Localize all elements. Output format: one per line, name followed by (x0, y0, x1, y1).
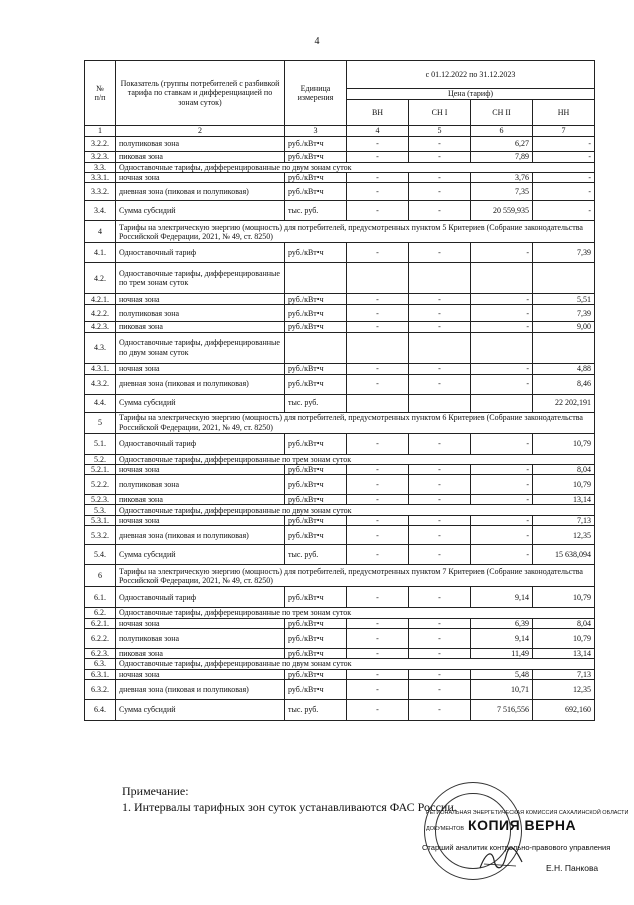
row-value: - (347, 137, 409, 152)
row-value: - (347, 374, 409, 394)
row-value: 13,14 (533, 648, 595, 658)
cert-copy-label: КОПИЯ ВЕРНА (468, 817, 577, 833)
row-value: - (409, 363, 471, 374)
row-value: - (533, 152, 595, 163)
header-period: с 01.12.2022 по 31.12.2023 (347, 61, 595, 89)
row-value: - (409, 294, 471, 305)
row-number: 6.1. (85, 587, 116, 608)
row-number: 4.2.3. (85, 322, 116, 332)
row-indicator: ночная зона (116, 669, 285, 679)
row-value: - (347, 183, 409, 201)
row-indicator: Одноставочный тариф (116, 433, 285, 454)
row-value: - (471, 474, 533, 494)
row-value (409, 263, 471, 294)
row-indicator: ночная зона (116, 173, 285, 183)
header-level-sn2: СН II (471, 100, 533, 126)
row-unit: руб./кВт•ч (285, 464, 347, 474)
table-row (85, 173, 595, 183)
table-row (85, 412, 595, 433)
group-title: Одноставочные тарифы, дифференцированные по двум зонам суток (116, 163, 595, 173)
cert-docs: ДОКУМЕНТОВ (426, 826, 465, 832)
row-value: - (471, 545, 533, 565)
table-row (85, 505, 595, 516)
row-value: - (347, 474, 409, 494)
table-row (85, 183, 595, 201)
row-value: - (409, 201, 471, 221)
row-value: - (347, 433, 409, 454)
table-row (85, 565, 595, 587)
row-indicator: пиковая зона (116, 322, 285, 332)
row-value: - (347, 173, 409, 183)
row-number: 5.2.2. (85, 474, 116, 494)
row-value: 10,79 (533, 587, 595, 608)
row-number: 5 (85, 412, 116, 433)
row-value: - (409, 322, 471, 332)
row-number: 3.4. (85, 201, 116, 221)
notes (122, 783, 457, 815)
table-row (85, 152, 595, 163)
row-value: - (471, 433, 533, 454)
row-indicator: Сумма субсидий (116, 394, 285, 412)
row-value: - (347, 152, 409, 163)
row-value: - (409, 173, 471, 183)
row-unit (285, 332, 347, 363)
table-row (85, 494, 595, 504)
row-unit: руб./кВт•ч (285, 173, 347, 183)
row-value: - (409, 628, 471, 648)
row-number: 4.2.1. (85, 294, 116, 305)
table-row (85, 332, 595, 363)
row-value: - (471, 516, 533, 526)
row-indicator: дневная зона (пиковая и полупиковая) (116, 680, 285, 700)
row-value: - (347, 516, 409, 526)
row-value: - (409, 137, 471, 152)
row-indicator: Одноставочный тариф (116, 587, 285, 608)
row-value: - (409, 183, 471, 201)
row-number: 4.4. (85, 394, 116, 412)
table-row (85, 526, 595, 545)
table-row (85, 363, 595, 374)
row-number: 4 (85, 221, 116, 243)
row-value (471, 394, 533, 412)
row-indicator: ночная зона (116, 294, 285, 305)
row-value: - (347, 322, 409, 332)
table-row (85, 700, 595, 721)
table-row (85, 516, 595, 526)
header-level-vn: ВН (347, 100, 409, 126)
row-value: - (409, 669, 471, 679)
col-number: 3 (285, 126, 347, 137)
row-unit: тыс. руб. (285, 201, 347, 221)
table-row (85, 163, 595, 173)
table-row (85, 474, 595, 494)
section-title: Тарифы на электрическую энергию (мощность) для потребителей, предусмотренных пунктом 5 Критериев (Собрание законодательства Российской Федерации, 2021, № 49, ст. 8250) (116, 221, 595, 243)
group-title: Одноставочные тарифы, дифференцированные по трем зонам суток (116, 454, 595, 464)
row-value: 12,35 (533, 680, 595, 700)
row-value: 5,51 (533, 294, 595, 305)
row-value: 10,71 (471, 680, 533, 700)
row-value: 22 202,191 (533, 394, 595, 412)
table-row (85, 374, 595, 394)
row-number: 6.3.2. (85, 680, 116, 700)
tariff-table-body (85, 137, 595, 721)
row-value: 692,160 (533, 700, 595, 721)
row-value: - (347, 618, 409, 628)
row-number: 4.2. (85, 263, 116, 294)
row-unit: руб./кВт•ч (285, 628, 347, 648)
col-number: 2 (116, 126, 285, 137)
row-unit: руб./кВт•ч (285, 526, 347, 545)
row-value: - (409, 526, 471, 545)
section-title: Тарифы на электрическую энергию (мощность) для потребителей, предусмотренных пунктом 6 Критериев (Собрание законодательства Российской Федерации, 2021, № 49, ст. 8250) (116, 412, 595, 433)
row-number: 4.3.1. (85, 363, 116, 374)
header-level-sn1: СН I (409, 100, 471, 126)
row-value: - (409, 494, 471, 504)
row-unit: руб./кВт•ч (285, 294, 347, 305)
row-indicator: дневная зона (пиковая и полупиковая) (116, 183, 285, 201)
col-number: 7 (533, 126, 595, 137)
row-unit: руб./кВт•ч (285, 322, 347, 332)
row-indicator: дневная зона (пиковая и полупиковая) (116, 374, 285, 394)
row-value: - (347, 464, 409, 474)
row-indicator: ночная зона (116, 516, 285, 526)
table-row (85, 618, 595, 628)
row-number: 4.2.2. (85, 305, 116, 322)
row-number: 4.1. (85, 243, 116, 263)
row-indicator: Сумма субсидий (116, 545, 285, 565)
row-number: 5.2.1. (85, 464, 116, 474)
row-value: - (409, 305, 471, 322)
row-value: 7,89 (471, 152, 533, 163)
row-value: - (409, 464, 471, 474)
row-number: 5.3.1. (85, 516, 116, 526)
row-number: 5.4. (85, 545, 116, 565)
table-row (85, 454, 595, 464)
header-num: № п/п (85, 61, 116, 126)
row-number: 4.3. (85, 332, 116, 363)
row-indicator: Одноставочные тарифы, дифференцированные по трем зонам суток (116, 263, 285, 294)
table-row (85, 628, 595, 648)
table-row (85, 464, 595, 474)
row-number: 6.2.1. (85, 618, 116, 628)
row-value: - (533, 173, 595, 183)
row-value: 8,46 (533, 374, 595, 394)
row-number: 6.2. (85, 608, 116, 618)
row-number: 3.3. (85, 163, 116, 173)
table-row (85, 263, 595, 294)
row-unit: руб./кВт•ч (285, 587, 347, 608)
row-value: - (471, 464, 533, 474)
row-unit: руб./кВт•ч (285, 305, 347, 322)
row-indicator: пиковая зона (116, 494, 285, 504)
row-value: 20 559,935 (471, 201, 533, 221)
col-number: 1 (85, 126, 116, 137)
row-value: - (409, 618, 471, 628)
row-unit: тыс. руб. (285, 700, 347, 721)
row-number: 6.3.1. (85, 669, 116, 679)
row-unit: тыс. руб. (285, 545, 347, 565)
row-value: - (347, 305, 409, 322)
col-number: 4 (347, 126, 409, 137)
row-value: - (347, 243, 409, 263)
row-value: 5,48 (471, 669, 533, 679)
row-value: 7,13 (533, 516, 595, 526)
row-value (471, 263, 533, 294)
row-number: 6.4. (85, 700, 116, 721)
row-value: - (409, 152, 471, 163)
row-value: - (409, 587, 471, 608)
row-value (533, 263, 595, 294)
table-row (85, 658, 595, 669)
row-value: - (347, 494, 409, 504)
row-number: 5.2. (85, 454, 116, 464)
row-number: 6.2.3. (85, 648, 116, 658)
row-value: 7,35 (471, 183, 533, 201)
group-title: Одноставочные тарифы, дифференцированные по двум зонам суток (116, 658, 595, 669)
row-value: 11,49 (471, 648, 533, 658)
row-value: - (347, 648, 409, 658)
row-value (409, 394, 471, 412)
table-row (85, 137, 595, 152)
row-value: - (471, 294, 533, 305)
row-value: 10,79 (533, 433, 595, 454)
row-value: - (347, 545, 409, 565)
row-indicator: дневная зона (пиковая и полупиковая) (116, 526, 285, 545)
cert-name: Е.Н. Панкова (546, 863, 599, 873)
cert-org: РЕГИОНАЛЬНАЯ ЭНЕРГЕТИЧЕСКАЯ КОМИССИЯ САХАЛИНСКОЙ ОБЛАСТИ (426, 810, 629, 816)
row-value: - (347, 201, 409, 221)
row-value: 8,04 (533, 618, 595, 628)
row-value: 10,79 (533, 474, 595, 494)
row-unit: руб./кВт•ч (285, 618, 347, 628)
row-value: - (471, 526, 533, 545)
row-unit: руб./кВт•ч (285, 669, 347, 679)
row-value (471, 332, 533, 363)
row-number: 6.2.2. (85, 628, 116, 648)
cert-position: Старший аналитик контрольно-правового управления (422, 843, 611, 852)
row-value: 13,14 (533, 494, 595, 504)
table-row (85, 243, 595, 263)
row-number: 6 (85, 565, 116, 587)
row-value: 12,35 (533, 526, 595, 545)
table-row (85, 545, 595, 565)
header-level-nn: НН (533, 100, 595, 126)
row-indicator: полупиковая зона (116, 305, 285, 322)
row-indicator: Сумма субсидий (116, 201, 285, 221)
col-number: 5 (409, 126, 471, 137)
row-unit: руб./кВт•ч (285, 374, 347, 394)
table-row (85, 608, 595, 618)
row-unit: руб./кВт•ч (285, 474, 347, 494)
row-value: - (471, 243, 533, 263)
group-title: Одноставочные тарифы, дифференцированные по трем зонам суток (116, 608, 595, 618)
table-row (85, 433, 595, 454)
row-value: 8,04 (533, 464, 595, 474)
row-indicator: пиковая зона (116, 152, 285, 163)
row-value (409, 332, 471, 363)
row-value: - (471, 374, 533, 394)
row-number: 3.2.3. (85, 152, 116, 163)
row-indicator: полупиковая зона (116, 137, 285, 152)
row-indicator: Сумма субсидий (116, 700, 285, 721)
row-unit (285, 263, 347, 294)
page-number: 4 (314, 36, 320, 47)
row-indicator: ночная зона (116, 363, 285, 374)
row-indicator: пиковая зона (116, 648, 285, 658)
row-value: - (347, 526, 409, 545)
row-value: - (409, 680, 471, 700)
table-row (85, 322, 595, 332)
row-value: 6,39 (471, 618, 533, 628)
row-value: - (409, 474, 471, 494)
row-value: 10,79 (533, 628, 595, 648)
row-value: 15 638,094 (533, 545, 595, 565)
row-value: 6,27 (471, 137, 533, 152)
table-row (85, 305, 595, 322)
row-value (347, 263, 409, 294)
table-row (85, 680, 595, 700)
row-unit: руб./кВт•ч (285, 648, 347, 658)
row-value: - (471, 305, 533, 322)
table-row (85, 648, 595, 658)
row-unit: руб./кВт•ч (285, 516, 347, 526)
row-unit: руб./кВт•ч (285, 363, 347, 374)
table-row (85, 587, 595, 608)
row-number: 3.3.1. (85, 173, 116, 183)
row-value: - (347, 294, 409, 305)
table-row (85, 201, 595, 221)
row-number: 3.2.2. (85, 137, 116, 152)
row-unit: руб./кВт•ч (285, 183, 347, 201)
row-unit: руб./кВт•ч (285, 680, 347, 700)
row-value: - (409, 700, 471, 721)
row-value (347, 332, 409, 363)
row-value: 7,39 (533, 243, 595, 263)
table-row (85, 669, 595, 679)
row-value: 9,14 (471, 587, 533, 608)
row-value: - (347, 700, 409, 721)
row-value: 9,14 (471, 628, 533, 648)
table-row (85, 294, 595, 305)
row-unit: руб./кВт•ч (285, 494, 347, 504)
row-value (347, 394, 409, 412)
col-number: 6 (471, 126, 533, 137)
certification-block (422, 810, 634, 873)
row-value: - (347, 669, 409, 679)
row-number: 4.3.2. (85, 374, 116, 394)
row-number: 5.3. (85, 505, 116, 516)
table-row (85, 221, 595, 243)
row-value: 3,76 (471, 173, 533, 183)
row-value: - (347, 680, 409, 700)
row-number: 5.1. (85, 433, 116, 454)
signature (476, 846, 526, 874)
row-indicator: Одноставочные тарифы, дифференцированные по двум зонам суток (116, 332, 285, 363)
row-indicator: полупиковая зона (116, 628, 285, 648)
row-value: - (409, 433, 471, 454)
row-value: - (409, 648, 471, 658)
notes-title: Примечание: (122, 784, 189, 798)
row-unit: руб./кВт•ч (285, 243, 347, 263)
row-value: - (409, 545, 471, 565)
row-value: - (471, 322, 533, 332)
notes-line: 1. Интервалы тарифных зон суток устанавливаются ФАС России. (122, 800, 457, 814)
row-value: - (409, 374, 471, 394)
row-value: - (471, 494, 533, 504)
row-indicator: полупиковая зона (116, 474, 285, 494)
row-value: - (533, 137, 595, 152)
row-number: 3.3.2. (85, 183, 116, 201)
header-price: Цена (тариф) (347, 89, 595, 100)
section-title: Тарифы на электрическую энергию (мощность) для потребителей, предусмотренных пунктом 7 Критериев (Собрание законодательства Российской Федерации, 2021, № 49, ст. 8250) (116, 565, 595, 587)
row-number: 5.2.3. (85, 494, 116, 504)
row-value: 9,00 (533, 322, 595, 332)
row-value: - (471, 363, 533, 374)
row-value: - (409, 243, 471, 263)
header-indicator: Показатель (группы потребителей с разбивкой тарифа по ставкам и дифференциацией по зонам суток) (116, 61, 285, 126)
row-value: 7,39 (533, 305, 595, 322)
row-number: 6.3. (85, 658, 116, 669)
row-value (533, 332, 595, 363)
row-value: 7,13 (533, 669, 595, 679)
table-row (85, 394, 595, 412)
row-value: - (409, 516, 471, 526)
row-indicator: Одноставочный тариф (116, 243, 285, 263)
row-value: - (347, 363, 409, 374)
row-unit: тыс. руб. (285, 394, 347, 412)
row-indicator: ночная зона (116, 464, 285, 474)
row-number: 5.3.2. (85, 526, 116, 545)
row-value: - (533, 183, 595, 201)
header-unit: Единица измерения (285, 61, 347, 126)
row-value: - (533, 201, 595, 221)
tariff-table (84, 60, 595, 721)
group-title: Одноставочные тарифы, дифференцированные по двум зонам суток (116, 505, 595, 516)
row-unit: руб./кВт•ч (285, 433, 347, 454)
row-value: - (347, 587, 409, 608)
row-indicator: ночная зона (116, 618, 285, 628)
row-unit: руб./кВт•ч (285, 152, 347, 163)
row-value: 7 516,556 (471, 700, 533, 721)
row-value: - (347, 628, 409, 648)
row-unit: руб./кВт•ч (285, 137, 347, 152)
row-value: 4,88 (533, 363, 595, 374)
